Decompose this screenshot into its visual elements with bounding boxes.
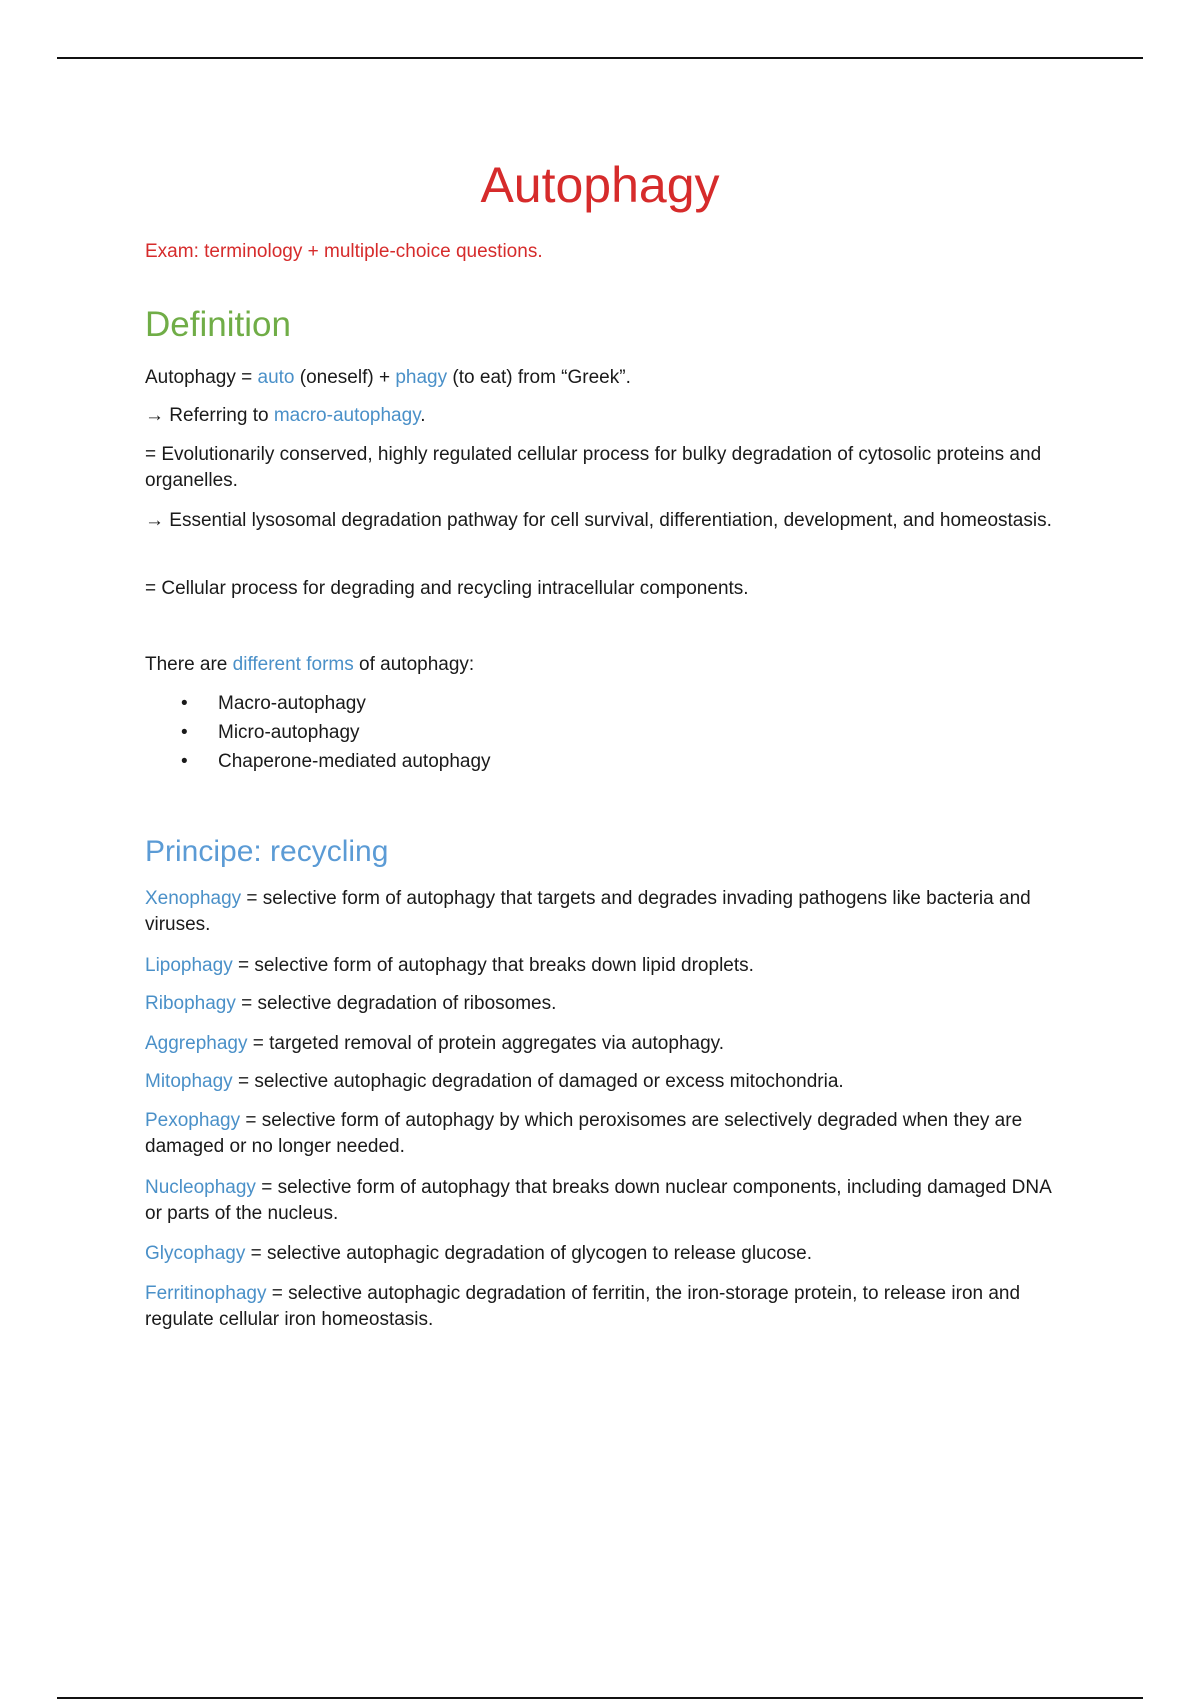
text: of autophagy: [353,654,475,675]
forms-list [145,690,491,777]
text: (oneself) + [294,367,396,388]
text: (to eat) from “Greek”. [447,367,631,388]
bullet: • [181,722,188,743]
text: . [420,405,426,426]
term: Xenophagy [145,888,242,909]
forms-intro [145,652,1055,678]
description: = selective autophagic degradation of ferritin, the iron-storage protein, to release iron and regulate cellular iron homeostasis. [145,1283,1021,1330]
principle-item-lipophagy [145,953,1055,979]
list-item-text: Macro-autophagy [218,693,366,714]
term: Ribophagy [145,993,236,1014]
principle-item-ferritinophagy [145,1281,1055,1333]
term-different-forms: different forms [232,654,354,675]
definition-line-cellular: = Cellular process for degrading and recycling intracellular components. [145,578,749,599]
text: There are [145,654,233,675]
list-item-text: Micro-autophagy [218,722,360,743]
page-title: Autophagy [480,157,720,213]
list-item [145,748,491,777]
term: Lipophagy [145,955,233,976]
text: Autophagy = [145,367,258,388]
bullet: • [181,751,188,772]
description: = selective degradation of ribosomes. [235,993,557,1014]
term: Nucleophagy [145,1177,256,1198]
principle-item-aggrephagy [145,1031,1055,1057]
description: = selective form of autophagy by which peroxisomes are selectively degraded when they are damaged or no longer needed. [145,1110,1023,1157]
term-macro-autophagy: macro-autophagy [273,405,421,426]
definition-line-conserved: = Evolutionarily conserved, highly regulated cellular process for bulky degradation of cytosolic proteins and organelles. [145,444,1042,491]
bullet: • [181,693,188,714]
principle-item-nucleophagy [145,1175,1055,1227]
footer-rule [57,1697,1143,1699]
principle-item-mitophagy [145,1069,1055,1095]
principle-heading: Principe: recycling [145,835,389,868]
list-item [145,719,491,748]
definition-line-etymology [145,365,1055,391]
term-auto: auto [257,367,295,388]
list-item-text: Chaperone-mediated autophagy [218,751,491,772]
principle-item-pexophagy [145,1108,1055,1160]
term-phagy: phagy [395,367,448,388]
term: Mitophagy [145,1071,233,1092]
principle-item-xenophagy [145,886,1055,938]
term: Glycophagy [145,1243,246,1264]
term: Aggrephagy [145,1033,248,1054]
term: Ferritinophagy [145,1283,267,1304]
principle-item-ribophagy [145,991,1055,1017]
definition-line-essential: → Essential lysosomal degradation pathway for cell survival, differentiation, development, and homeostasis. [145,510,1052,531]
description: = targeted removal of protein aggregates via autophagy. [247,1033,725,1054]
header-rule [57,57,1143,59]
definition-line-macro [145,403,1055,429]
exam-note: Exam: terminology + multiple-choice questions. [145,241,543,262]
term: Pexophagy [145,1110,241,1131]
principle-item-glycophagy [145,1241,1055,1267]
definition-heading: Definition [145,305,291,344]
description: = selective form of autophagy that targets and degrades invading pathogens like bacteria and viruses. [145,888,1031,935]
description: = selective autophagic degradation of damaged or excess mitochondria. [232,1071,844,1092]
description: = selective form of autophagy that breaks down lipid droplets. [232,955,754,976]
text: → Referring to [145,405,274,426]
description: = selective autophagic degradation of glycogen to release glucose. [245,1243,813,1264]
list-item [145,690,491,719]
description: = selective form of autophagy that breaks down nuclear components, including damaged DNA or parts of the nucleus. [145,1177,1051,1224]
